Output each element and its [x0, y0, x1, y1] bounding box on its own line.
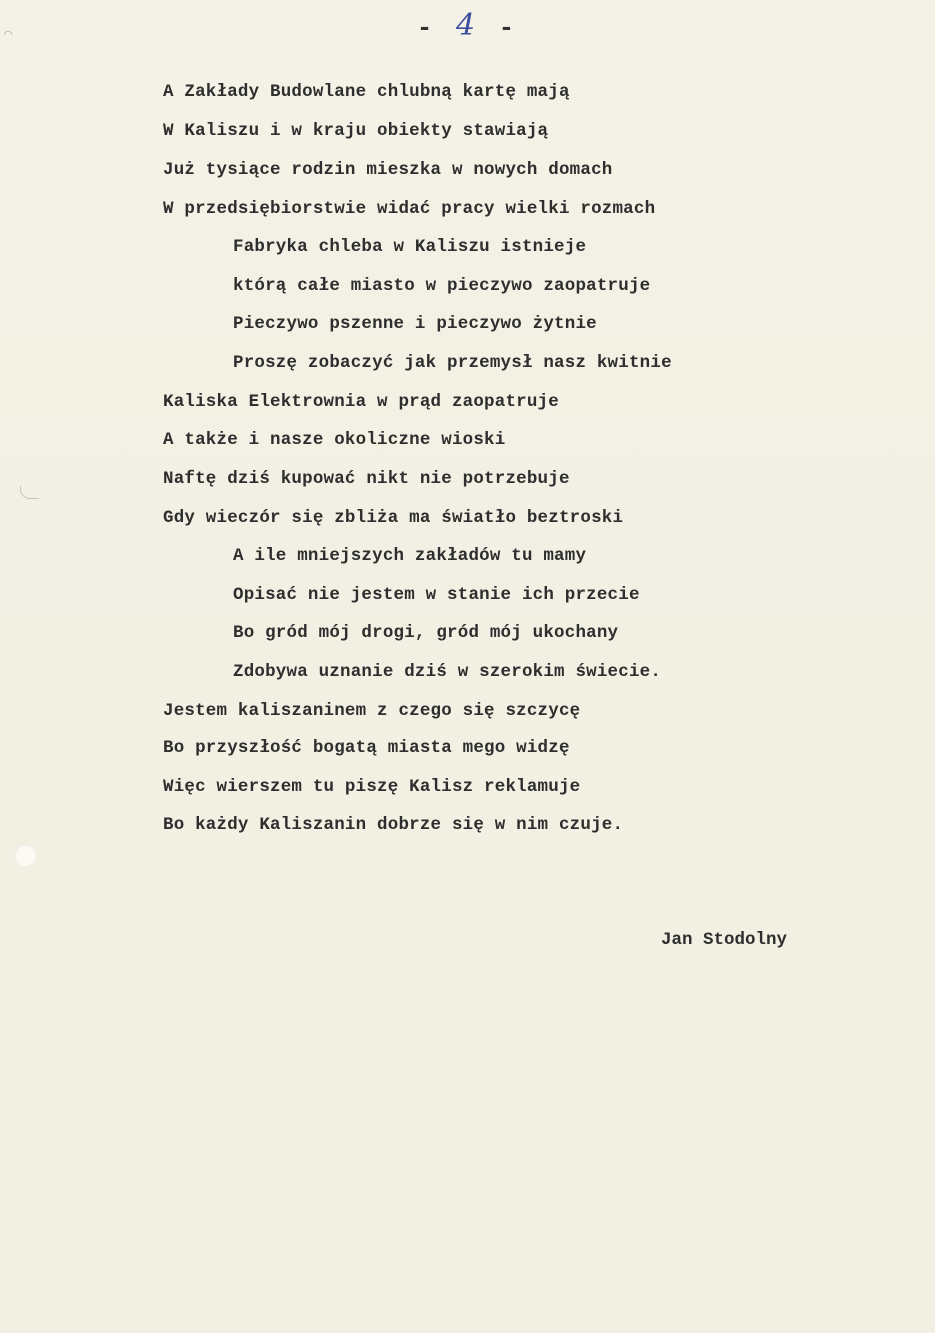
- poem-line: Kaliska Elektrownia w prąd zaopatruje: [163, 392, 559, 412]
- poem-line: Opisać nie jestem w stanie ich przecie: [233, 585, 640, 605]
- poem-line: Pieczywo pszenne i pieczywo żytnie: [233, 314, 597, 334]
- poem-line: A Zakłady Budowlane chlubną kartę mają: [163, 82, 570, 102]
- poem-line: Zdobywa uznanie dziś w szerokim świecie.: [233, 662, 662, 682]
- page-number-handwritten: 4: [455, 8, 480, 43]
- poem-line: W Kaliszu i w kraju obiekty stawiają: [163, 121, 549, 141]
- page-number-dash-left: -: [416, 13, 437, 43]
- poem-line: Więc wierszem tu piszę Kalisz reklamuje: [163, 777, 581, 797]
- poem-line: Bo każdy Kaliszanin dobrze się w nim czuje.: [163, 815, 624, 835]
- poem-line: Już tysiące rodzin mieszka w nowych domach: [163, 160, 613, 180]
- poem-line: W przedsiębiorstwie widać pracy wielki rozmach: [163, 199, 656, 219]
- page-number: [0, 8, 935, 43]
- poem-line: Jestem kaliszaninem z czego się szczycę: [163, 701, 581, 721]
- poem-line: A także i nasze okoliczne wioski: [163, 430, 506, 450]
- margin-mark: [20, 486, 39, 499]
- poem-line: Fabryka chleba w Kaliszu istnieje: [233, 237, 587, 257]
- poem-line: Bo przyszłość bogatą miasta mego widzę: [163, 738, 570, 758]
- poem-line: Bo gród mój drogi, gród mój ukochany: [233, 623, 619, 643]
- poem-line: Naftę dziś kupować nikt nie potrzebuje: [163, 469, 570, 489]
- poem-line: A ile mniejszych zakładów tu mamy: [233, 546, 587, 566]
- signature: Jan Stodolny: [661, 930, 788, 950]
- poem-line: Gdy wieczór się zbliża ma światło beztroski: [163, 508, 624, 528]
- page-number-dash-right: -: [498, 13, 519, 43]
- corner-mark: ⌒: [4, 27, 13, 43]
- poem-line: Proszę zobaczyć jak przemysł nasz kwitnie: [233, 353, 672, 373]
- poem-line: którą całe miasto w pieczywo zaopatruje: [233, 276, 651, 296]
- punch-hole: [14, 844, 36, 866]
